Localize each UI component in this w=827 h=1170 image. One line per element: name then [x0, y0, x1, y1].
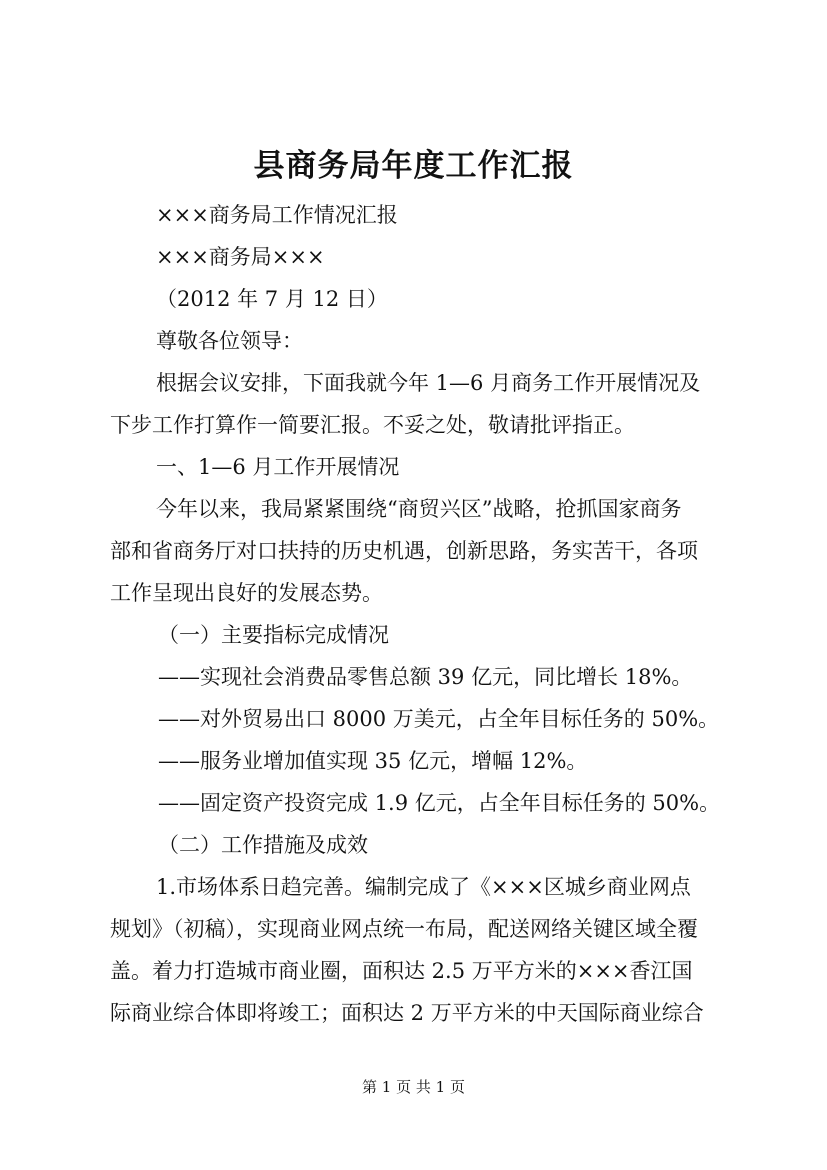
author-line: ×××商务局×××	[156, 245, 325, 269]
indicator-line: ——实现社会消费品零售总额 39 亿元，同比增长 18%。	[158, 665, 693, 689]
section-heading: 一、1—6 月工作开展情况	[156, 455, 400, 479]
indicator-line: ——服务业增加值实现 35 亿元，增幅 12%。	[158, 749, 588, 773]
paragraph-line: 下步工作打算作一简要汇报。不妥之处，敬请批评指正。	[110, 413, 635, 437]
indicator-line: ——固定资产投资完成 1.9 亿元，占全年目标任务的 50%。	[158, 791, 721, 815]
paragraph-line: 今年以来，我局紧紧围绕“商贸兴区”战略，抢抓国家商务	[156, 497, 682, 521]
subsection-heading: （二）工作措施及成效	[158, 833, 368, 857]
paragraph-line: 部和省商务厅对口扶持的历史机遇，创新思路，务实苦干，各项	[110, 539, 698, 563]
page-footer: 第 1 页 共 1 页	[362, 1078, 465, 1096]
indicator-line: ——对外贸易出口 8000 万美元，占全年目标任务的 50%。	[158, 707, 720, 731]
paragraph-line: 1.市场体系日趋完善。编制完成了《×××区城乡商业网点	[156, 875, 691, 899]
report-heading-line: ×××商务局工作情况汇报	[156, 203, 398, 227]
paragraph-line: 盖。着力打造城市商业圈，面积达 2.5 万平方米的×××香江国	[110, 959, 693, 983]
document-title: 县商务局年度工作汇报	[253, 148, 574, 184]
paragraph-line: 规划》（初稿），实现商业网点统一布局，配送网络关键区域全覆	[110, 917, 698, 941]
document-body	[110, 194, 740, 1034]
date-line: （2012 年 7 月 12 日）	[156, 287, 388, 311]
paragraph-line: 际商业综合体即将竣工；面积达 2 万平方米的中天国际商业综合	[110, 1001, 704, 1025]
paragraph-line: 工作呈现出良好的发展态势。	[110, 581, 383, 605]
subsection-heading: （一）主要指标完成情况	[158, 623, 389, 647]
salutation-line: 尊敬各位领导：	[156, 329, 303, 353]
paragraph-line: 根据会议安排，下面我就今年 1—6 月商务工作开展情况及	[156, 371, 701, 395]
